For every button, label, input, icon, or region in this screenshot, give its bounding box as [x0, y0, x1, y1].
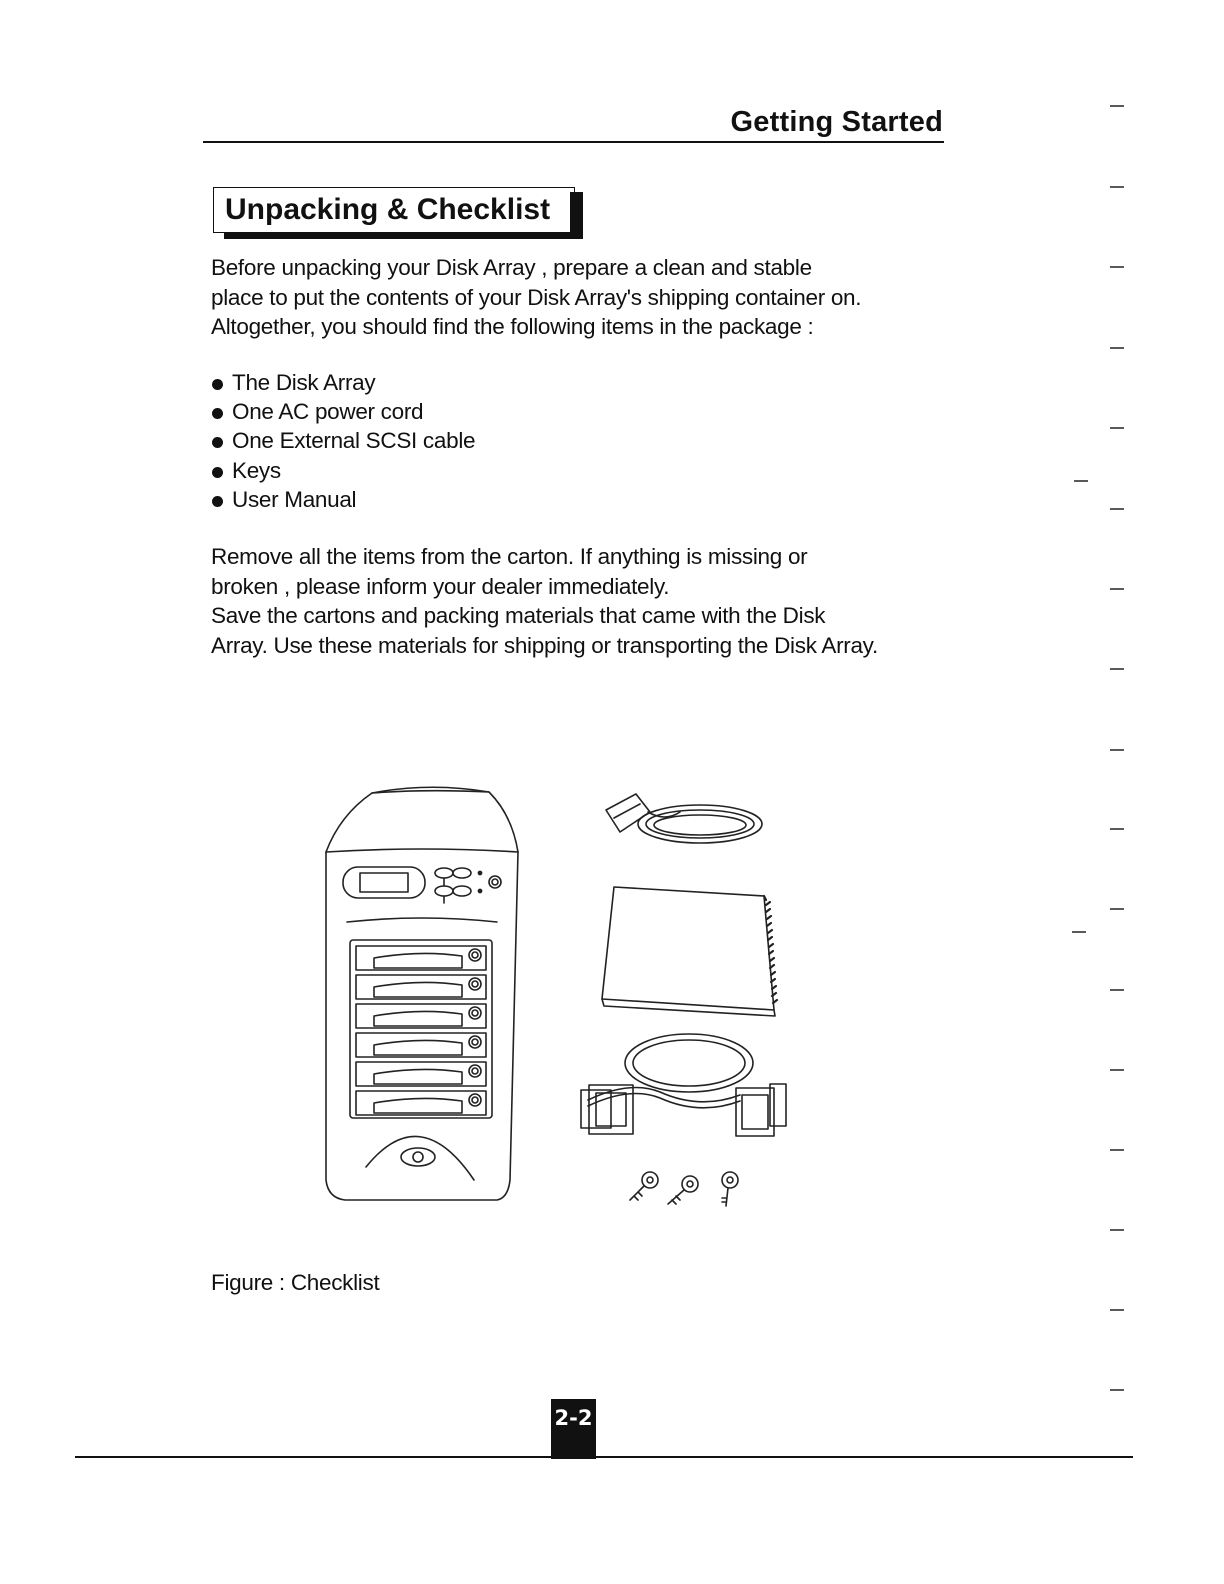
instruction-line: broken , please inform your dealer immediately.: [211, 573, 670, 599]
instruction-line: Array. Use these materials for shipping or transporting the Disk Array.: [211, 632, 878, 658]
instruction-line: Remove all the items from the carton. If anything is missing or: [211, 544, 808, 569]
checklist-item: Keys: [211, 456, 475, 485]
checklist-item: User Manual: [211, 485, 475, 514]
checklist-item: The Disk Array: [211, 368, 475, 397]
intro-line: Before unpacking your Disk Array , prepare a clean and stable: [211, 255, 812, 280]
checklist-item: One External SCSI cable: [211, 426, 475, 455]
section-title: Unpacking & Checklist: [213, 187, 575, 233]
page-number: 2-2: [551, 1399, 596, 1459]
intro-line: place to put the contents of your Disk Array's shipping container on.: [211, 284, 862, 310]
page-header-title: Getting Started: [730, 106, 943, 138]
checklist-item: One AC power cord: [211, 397, 475, 426]
figure-caption: Figure : Checklist: [211, 1270, 380, 1295]
instruction-line: Save the cartons and packing materials that came with the Disk: [211, 603, 826, 628]
intro-line: Altogether, you should find the following items in the package :: [211, 314, 814, 339]
